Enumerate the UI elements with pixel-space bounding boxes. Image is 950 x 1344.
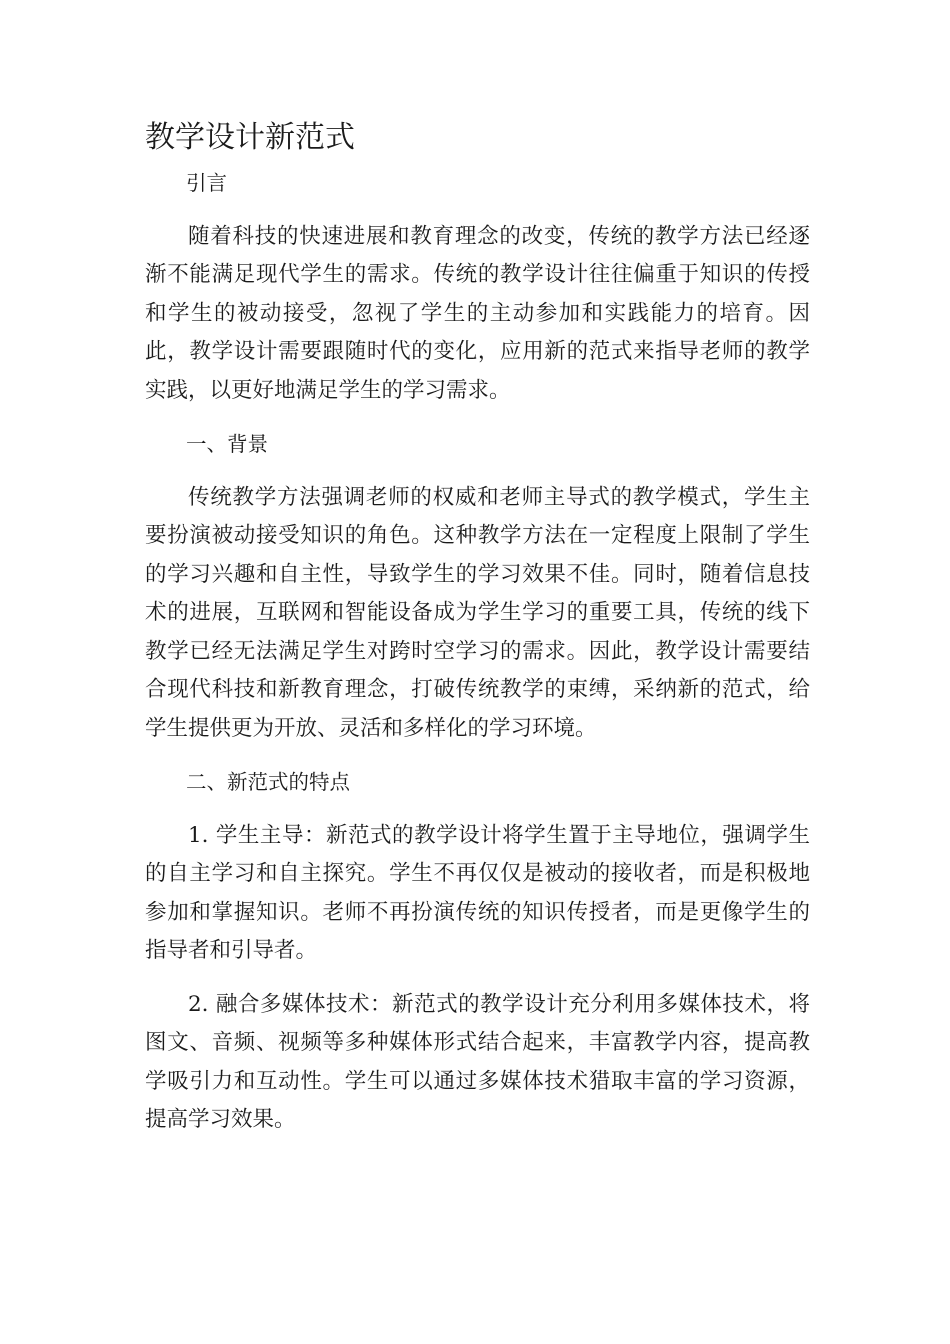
paragraph-background: 传统教学方法强调老师的权威和老师主导式的教学模式，学生主要扮演被动接受知识的角色。这种教学方法在一定程度上限制了学生的学习兴趣和自主性，导致学生的学习效果不佳。同时，随着信息技术的进展，互联网和智能设备成为学生学习的重要工具，传统的线下教学已经无法满足学生对跨时空学习的需求。因此，教学设计需要结合现代科技和新教育理念，打破传统教学的束缚，采纳新的范式，给学生提供更为开放、灵活和多样化的学习环境。: [145, 484, 810, 741]
paragraph-feature-2: 2. 融合多媒体技术：新范式的教学设计充分利用多媒体技术，将图文、音频、视频等多种媒体形式结合起来，丰富教学内容，提高教学吸引力和互动性。学生可以通过多媒体技术猎取丰富的学习资源，提高学习效果。: [145, 991, 810, 1132]
paragraph-introduction: 随着科技的快速进展和教育理念的改变，传统的教学方法已经逐渐不能满足现代学生的需求。传统的教学设计往往偏重于知识的传授和学生的被动接受，忽视了学生的主动参加和实践能力的培育。因此，教学设计需要跟随时代的变化，应用新的范式来指导老师的教学实践，以更好地满足学生的学习需求。: [145, 223, 810, 403]
section-heading-introduction: 引言: [186, 171, 227, 195]
document-title: 教学设计新范式: [145, 120, 355, 155]
section-heading-background: 一、背景: [186, 432, 268, 456]
paragraph-feature-1: 1. 学生主导：新范式的教学设计将学生置于主导地位，强调学生的自主学习和自主探究。学生不再仅仅是被动的接收者，而是积极地参加和掌握知识。老师不再扮演传统的知识传授者，而是更像学生的指导者和引导者。: [145, 822, 810, 963]
document-body: [145, 164, 810, 1140]
section-heading-features: 二、新范式的特点: [186, 770, 350, 794]
